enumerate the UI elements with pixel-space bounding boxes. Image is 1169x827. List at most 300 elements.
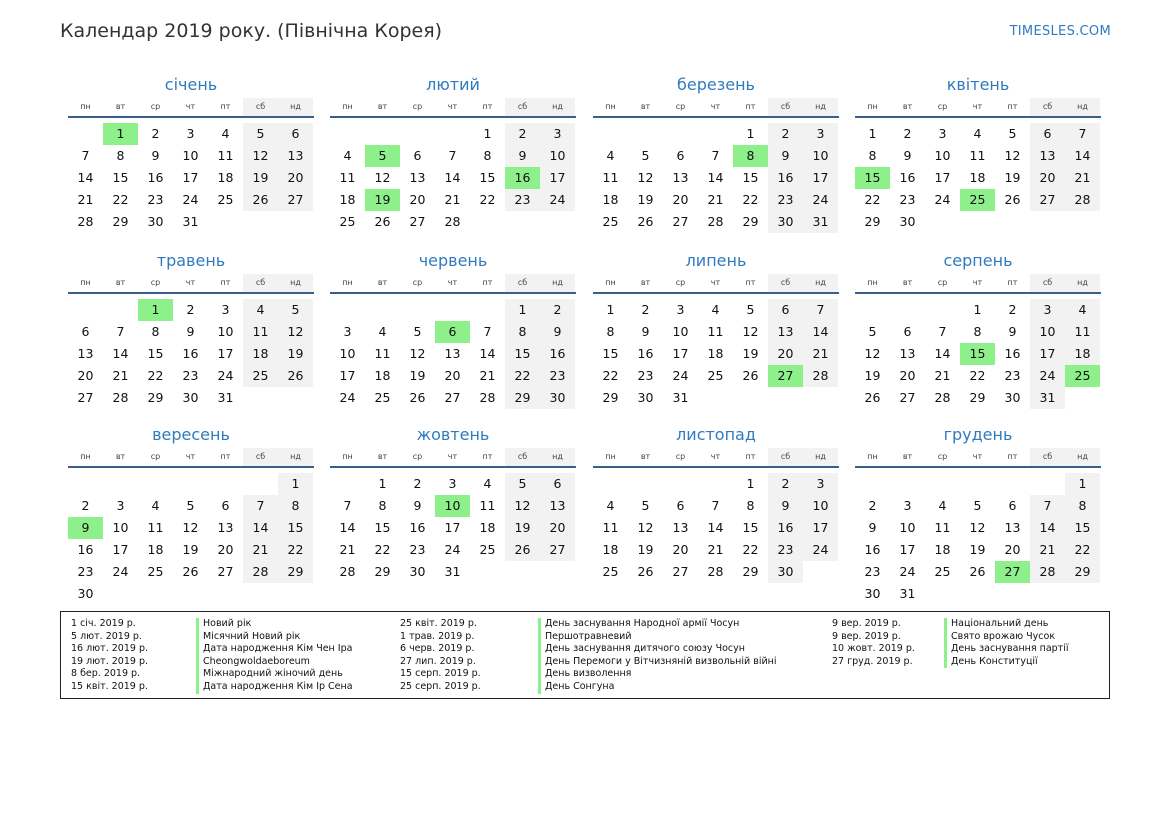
day-cell: 18 [374, 368, 391, 383]
weekday-label: чт [447, 452, 458, 461]
day-cell: 12 [278, 321, 313, 343]
day-cell: 30 [637, 390, 654, 405]
empty-cell [628, 123, 663, 145]
day-cell: 23 [768, 189, 803, 211]
day-cell: 4 [243, 299, 278, 321]
day-cell: 17 [339, 368, 356, 383]
weekday-label: пн [80, 278, 91, 287]
day-cell: 21 [707, 542, 724, 557]
holiday-day-cell: 25 [960, 189, 995, 211]
legend-date: 27 лип. 2019 р. [400, 655, 476, 667]
day-cell: 22 [742, 542, 759, 557]
weekday-label: сб [768, 98, 803, 116]
weekday-label: вт [115, 278, 126, 287]
weekday-label: пт [745, 102, 756, 111]
day-cell: 23 [637, 368, 654, 383]
day-cell: 15 [479, 170, 496, 185]
day-cell: 8 [278, 495, 313, 517]
week-row [593, 495, 839, 517]
empty-cell [1030, 583, 1065, 605]
day-cell: 21 [1065, 167, 1100, 189]
holiday-day-cell: 6 [435, 321, 470, 343]
month-title: квітень [946, 75, 1010, 94]
empty-cell [698, 123, 733, 145]
empty-cell [995, 473, 1030, 495]
day-cell: 18 [339, 192, 356, 207]
day-cell: 1 [505, 299, 540, 321]
day-cell: 22 [147, 368, 164, 383]
day-cell: 14 [444, 170, 461, 185]
day-cell: 8 [505, 321, 540, 343]
legend-col-names-1 [196, 618, 353, 694]
day-cell: 14 [934, 346, 951, 361]
day-cell: 24 [217, 368, 234, 383]
day-cell: 16 [409, 520, 426, 535]
legend-date: 1 січ. 2019 р. [71, 618, 136, 629]
day-cell: 19 [182, 542, 199, 557]
legend-date: 25 квіт. 2019 р. [400, 618, 477, 629]
day-cell: 6 [768, 299, 803, 321]
day-cell: 2 [868, 498, 877, 513]
day-cell: 14 [339, 520, 356, 535]
day-cell: 7 [81, 148, 90, 163]
empty-cell [733, 387, 768, 409]
empty-cell [1030, 211, 1065, 233]
day-cell: 6 [1030, 123, 1065, 145]
legend-date: 9 вер. 2019 р. [832, 630, 901, 642]
month-9 [68, 424, 314, 605]
day-cell: 14 [243, 517, 278, 539]
day-cell: 26 [637, 214, 654, 229]
day-cell: 28 [1065, 189, 1100, 211]
day-cell: 2 [768, 473, 803, 495]
day-cell: 5 [641, 148, 650, 163]
day-cell: 26 [969, 564, 986, 579]
day-cell: 1 [973, 302, 982, 317]
day-cell: 2 [505, 123, 540, 145]
day-cell: 11 [374, 346, 391, 361]
day-cell: 18 [934, 542, 951, 557]
week-row [593, 387, 839, 409]
legend-date: 5 лют. 2019 р. [71, 630, 142, 642]
day-cell: 4 [606, 148, 615, 163]
empty-cell [663, 473, 698, 495]
weekday-label: сб [243, 98, 278, 116]
week-row [593, 473, 839, 495]
day-cell: 24 [444, 542, 461, 557]
weekday-label: нд [540, 98, 575, 116]
day-cell: 4 [606, 498, 615, 513]
weekday-header [330, 448, 576, 468]
day-cell: 11 [934, 520, 951, 535]
empty-cell [208, 211, 243, 233]
day-cell: 19 [637, 542, 654, 557]
day-cell: 23 [899, 192, 916, 207]
day-cell: 16 [540, 343, 575, 365]
legend-holiday-name: День заснування партії [944, 643, 1068, 656]
weekday-label: вт [377, 102, 388, 111]
weekday-label: нд [803, 274, 838, 292]
day-cell: 28 [444, 214, 461, 229]
day-cell: 25 [374, 390, 391, 405]
day-cell: 6 [676, 498, 685, 513]
holiday-day-cell: 1 [138, 299, 173, 321]
day-cell: 13 [77, 346, 94, 361]
day-cell: 30 [77, 586, 94, 601]
legend-holiday-name: День визволення [538, 668, 776, 681]
weekday-label: пн [342, 452, 353, 461]
weekday-header [855, 98, 1101, 118]
weekday-label: ср [937, 102, 948, 111]
day-cell: 10 [182, 148, 199, 163]
day-cell: 3 [540, 123, 575, 145]
empty-cell [103, 299, 138, 321]
empty-cell [243, 473, 278, 495]
empty-cell [68, 473, 103, 495]
day-cell: 22 [278, 539, 313, 561]
week-row [68, 343, 314, 365]
day-cell: 23 [147, 192, 164, 207]
day-cell: 25 [243, 365, 278, 387]
empty-cell [540, 561, 575, 583]
day-cell: 3 [448, 476, 457, 491]
day-cell: 28 [112, 390, 129, 405]
week-row [593, 539, 839, 561]
day-cell: 6 [278, 123, 313, 145]
day-cell: 15 [602, 346, 619, 361]
day-cell: 20 [672, 542, 689, 557]
day-cell: 15 [505, 343, 540, 365]
day-cell: 29 [742, 564, 759, 579]
day-cell: 21 [707, 192, 724, 207]
day-cell: 7 [243, 495, 278, 517]
day-cell: 1 [746, 126, 755, 141]
day-cell: 16 [147, 170, 164, 185]
day-cell: 13 [1004, 520, 1021, 535]
day-cell: 28 [243, 561, 278, 583]
day-cell: 17 [934, 170, 951, 185]
empty-cell [1030, 473, 1065, 495]
day-cell: 3 [903, 498, 912, 513]
day-cell: 13 [540, 495, 575, 517]
week-row [593, 299, 839, 321]
day-cell: 12 [182, 520, 199, 535]
weekday-label: пн [342, 278, 353, 287]
day-cell: 16 [768, 517, 803, 539]
empty-cell [470, 561, 505, 583]
day-cell: 25 [217, 192, 234, 207]
day-cell: 22 [1065, 539, 1100, 561]
weekday-label: пт [482, 452, 493, 461]
day-cell: 23 [768, 539, 803, 561]
weekday-label: пт [482, 102, 493, 111]
week-row [68, 387, 314, 409]
day-cell: 14 [112, 346, 129, 361]
day-cell: 23 [1004, 368, 1021, 383]
month-title: березень [677, 75, 755, 94]
weekday-label: ср [675, 102, 686, 111]
day-cell: 18 [707, 346, 724, 361]
week-row [330, 189, 576, 211]
day-cell: 4 [221, 126, 230, 141]
day-cell: 18 [147, 542, 164, 557]
empty-cell [628, 473, 663, 495]
day-cell: 21 [1030, 539, 1065, 561]
week-row [330, 365, 576, 387]
week-row [330, 387, 576, 409]
week-row [68, 123, 314, 145]
day-cell: 19 [409, 368, 426, 383]
day-cell: 28 [707, 214, 724, 229]
day-cell: 3 [1030, 299, 1065, 321]
day-cell: 3 [186, 126, 195, 141]
day-cell: 20 [278, 167, 313, 189]
day-cell: 22 [505, 365, 540, 387]
day-cell: 8 [606, 324, 615, 339]
week-row [68, 211, 314, 233]
weekday-label: пт [745, 278, 756, 287]
week-row [855, 561, 1101, 583]
day-cell: 21 [444, 192, 461, 207]
day-cell: 21 [479, 368, 496, 383]
day-cell: 30 [864, 586, 881, 601]
legend-col-dates-3 [832, 618, 915, 668]
day-cell: 24 [899, 564, 916, 579]
day-cell: 18 [602, 192, 619, 207]
day-cell: 12 [969, 520, 986, 535]
day-cell: 5 [505, 473, 540, 495]
empty-cell [208, 473, 243, 495]
day-cell: 27 [672, 564, 689, 579]
day-cell: 22 [864, 192, 881, 207]
weekday-label: сб [243, 274, 278, 292]
week-row [855, 299, 1101, 321]
day-cell: 25 [147, 564, 164, 579]
month-2 [330, 74, 576, 233]
week-row [68, 299, 314, 321]
day-cell: 5 [1008, 126, 1017, 141]
empty-cell [208, 583, 243, 605]
day-cell: 5 [243, 123, 278, 145]
legend-holiday-name: Першотравневий [538, 631, 776, 644]
weekday-label: чт [710, 102, 721, 111]
holiday-day-cell: 10 [435, 495, 470, 517]
legend-date: 27 груд. 2019 р. [832, 655, 913, 667]
holiday-day-cell: 16 [505, 167, 540, 189]
weekday-label: пн [867, 278, 878, 287]
empty-cell [278, 387, 313, 409]
holiday-day-cell: 1 [103, 123, 138, 145]
weekday-label: пт [482, 278, 493, 287]
weekday-label: сб [1030, 274, 1065, 292]
day-cell: 21 [112, 368, 129, 383]
day-cell: 28 [707, 564, 724, 579]
legend-holiday-name: Новий рік [196, 618, 353, 631]
empty-cell [243, 583, 278, 605]
empty-cell [330, 123, 365, 145]
week-row [855, 387, 1101, 409]
holiday-day-cell: 5 [365, 145, 400, 167]
week-row [68, 561, 314, 583]
empty-cell [855, 473, 890, 495]
day-cell: 24 [672, 368, 689, 383]
day-cell: 3 [116, 498, 125, 513]
week-row [855, 145, 1101, 167]
brand-link[interactable]: TIMESLES.COM [1009, 24, 1111, 39]
day-cell: 25 [707, 368, 724, 383]
day-cell: 2 [151, 126, 160, 141]
day-cell: 17 [672, 346, 689, 361]
day-cell: 24 [182, 192, 199, 207]
weekday-label: ср [412, 452, 423, 461]
legend-date: 8 бер. 2019 р. [71, 668, 141, 680]
empty-cell [470, 211, 505, 233]
legend-holiday-name: День Сонгуна [538, 681, 776, 694]
month-3 [593, 74, 839, 233]
holiday-day-cell: 9 [68, 517, 103, 539]
empty-cell [365, 123, 400, 145]
empty-cell [1065, 583, 1100, 605]
weekday-label: пт [220, 102, 231, 111]
day-cell: 7 [803, 299, 838, 321]
day-cell: 29 [969, 390, 986, 405]
day-cell: 17 [182, 170, 199, 185]
month-6 [330, 250, 576, 409]
day-cell: 15 [374, 520, 391, 535]
month-title: вересень [152, 425, 230, 444]
day-cell: 13 [278, 145, 313, 167]
week-row [68, 167, 314, 189]
day-cell: 23 [864, 564, 881, 579]
day-cell: 2 [540, 299, 575, 321]
weekday-label: пн [867, 102, 878, 111]
day-cell: 9 [413, 498, 422, 513]
day-cell: 20 [77, 368, 94, 383]
day-cell: 28 [77, 214, 94, 229]
day-cell: 9 [1008, 324, 1017, 339]
legend-holiday-name: Cheongwoldaeboreum [196, 656, 353, 669]
month-7 [593, 250, 839, 409]
weekday-header [593, 448, 839, 468]
day-cell: 9 [540, 321, 575, 343]
day-cell: 23 [182, 368, 199, 383]
day-cell: 10 [339, 346, 356, 361]
day-cell: 29 [374, 564, 391, 579]
day-cell: 19 [969, 542, 986, 557]
week-row [68, 517, 314, 539]
day-cell: 24 [1030, 365, 1065, 387]
week-row [855, 583, 1101, 605]
day-cell: 22 [742, 192, 759, 207]
empty-cell [698, 473, 733, 495]
day-cell: 27 [409, 214, 426, 229]
weekday-label: ср [150, 452, 161, 461]
day-cell: 29 [147, 390, 164, 405]
empty-cell [925, 473, 960, 495]
day-cell: 26 [243, 189, 278, 211]
weekday-label: нд [1065, 448, 1100, 466]
day-cell: 8 [483, 148, 492, 163]
day-cell: 24 [803, 539, 838, 561]
weekday-header [593, 274, 839, 294]
day-cell: 19 [243, 167, 278, 189]
day-cell: 27 [77, 390, 94, 405]
day-cell: 10 [934, 148, 951, 163]
day-cell: 7 [1030, 495, 1065, 517]
day-cell: 16 [182, 346, 199, 361]
day-cell: 16 [637, 346, 654, 361]
day-cell: 8 [1065, 495, 1100, 517]
week-row [593, 189, 839, 211]
day-cell: 28 [479, 390, 496, 405]
day-cell: 27 [899, 390, 916, 405]
day-cell: 20 [409, 192, 426, 207]
empty-cell [593, 473, 628, 495]
day-cell: 13 [217, 520, 234, 535]
day-cell: 9 [868, 520, 877, 535]
day-cell: 2 [1008, 302, 1017, 317]
day-cell: 18 [217, 170, 234, 185]
day-cell: 7 [711, 148, 720, 163]
day-cell: 7 [343, 498, 352, 513]
empty-cell [68, 299, 103, 321]
day-cell: 30 [1004, 390, 1021, 405]
day-cell: 16 [768, 167, 803, 189]
day-cell: 27 [1030, 189, 1065, 211]
month-title: грудень [943, 425, 1013, 444]
day-cell: 31 [1030, 387, 1065, 409]
day-cell: 18 [243, 343, 278, 365]
day-cell: 20 [444, 368, 461, 383]
weekday-label: пн [80, 452, 91, 461]
weekday-label: ср [150, 278, 161, 287]
week-row [593, 321, 839, 343]
week-row [593, 145, 839, 167]
weekday-label: нд [1065, 98, 1100, 116]
legend-date: 25 серп. 2019 р. [400, 680, 481, 692]
day-cell: 9 [151, 148, 160, 163]
day-cell: 19 [637, 192, 654, 207]
legend-holiday-name: Свято врожаю Чусок [944, 631, 1068, 644]
weekday-label: сб [505, 274, 540, 292]
day-cell: 30 [540, 387, 575, 409]
day-cell: 23 [77, 564, 94, 579]
weekday-label: вт [640, 278, 651, 287]
weekday-label: чт [185, 452, 196, 461]
empty-cell [925, 583, 960, 605]
day-cell: 11 [243, 321, 278, 343]
week-row [68, 583, 314, 605]
day-cell: 7 [711, 498, 720, 513]
weekday-label: чт [710, 452, 721, 461]
day-cell: 17 [540, 167, 575, 189]
empty-cell [330, 299, 365, 321]
day-cell: 2 [768, 123, 803, 145]
day-cell: 3 [938, 126, 947, 141]
weekday-label: сб [1030, 448, 1065, 466]
day-cell: 8 [116, 148, 125, 163]
day-cell: 16 [77, 542, 94, 557]
week-row [593, 343, 839, 365]
day-cell: 30 [409, 564, 426, 579]
month-title: червень [418, 251, 488, 270]
week-row [593, 167, 839, 189]
week-row [855, 123, 1101, 145]
day-cell: 6 [676, 148, 685, 163]
day-cell: 20 [899, 368, 916, 383]
week-row [330, 123, 576, 145]
day-cell: 10 [672, 324, 689, 339]
